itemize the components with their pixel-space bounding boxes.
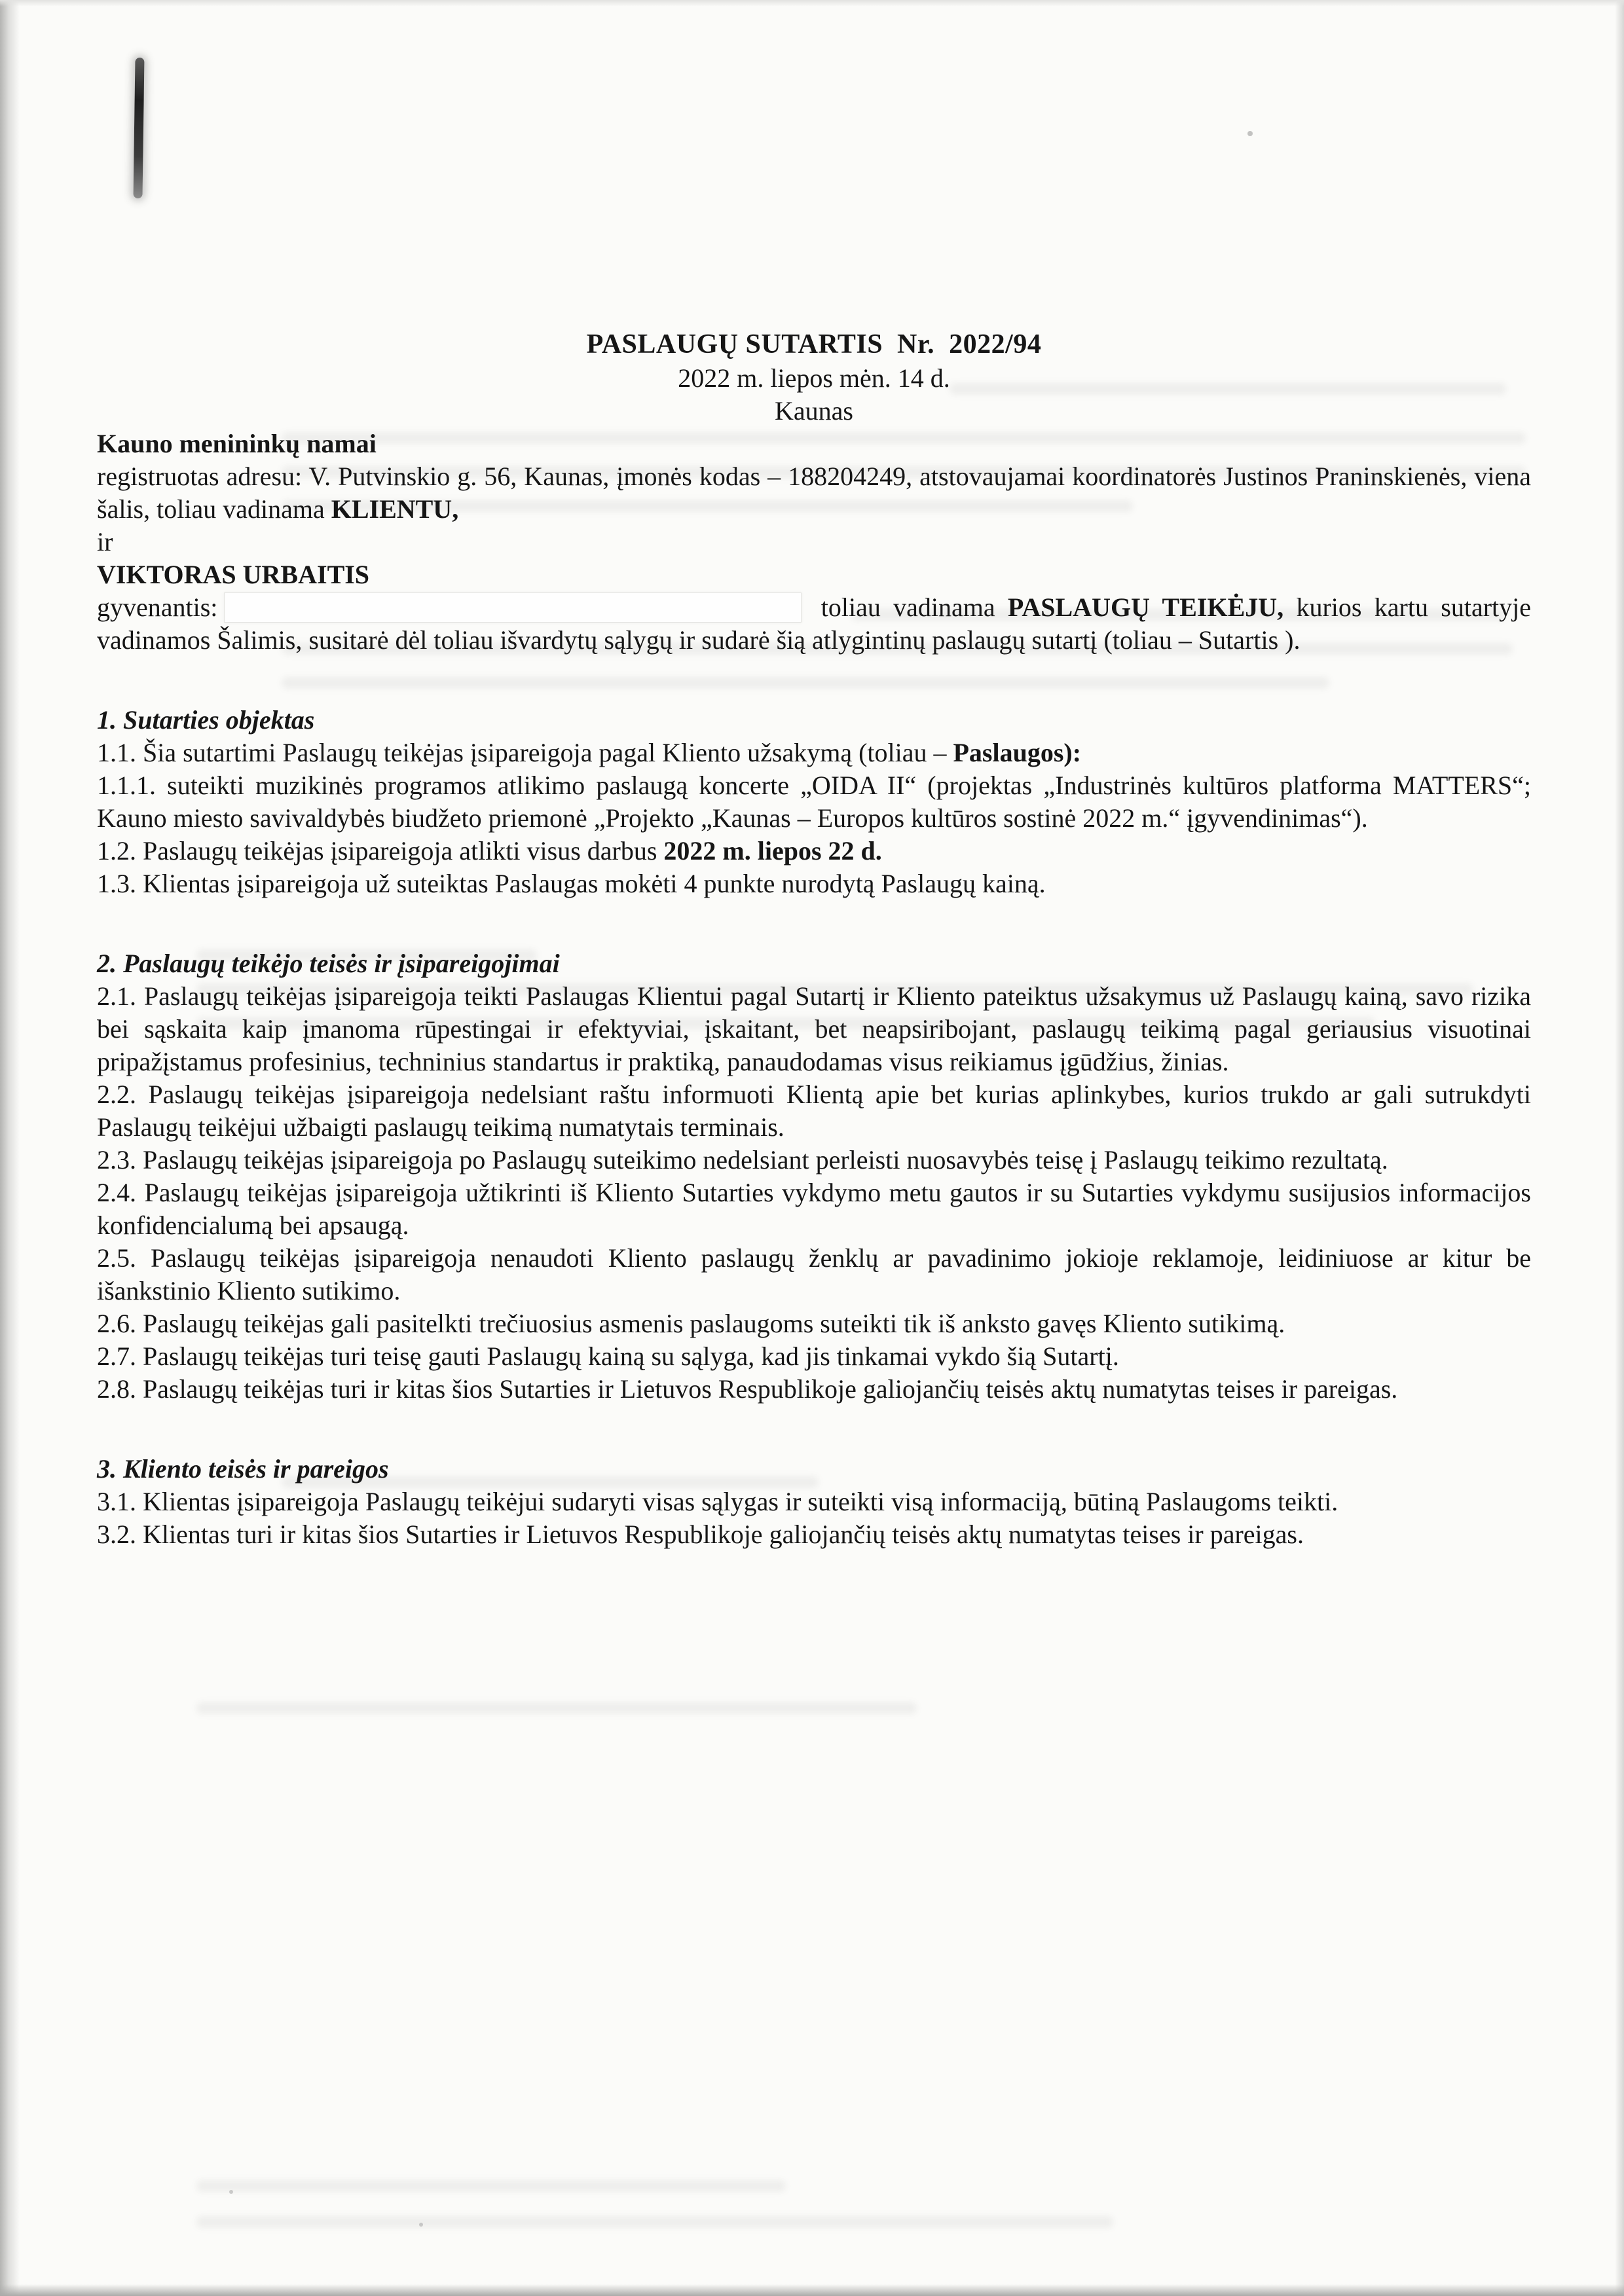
paragraph <box>97 1242 1531 1307</box>
section-heading: 3. Kliento teisės ir pareigos <box>97 1453 389 1484</box>
sections-container <box>97 704 1531 1551</box>
document-title: PASLAUGŲ SUTARTIS Nr. 2022/94 <box>586 329 1042 359</box>
provider-intro-mid: toliau vadinama <box>808 592 1008 622</box>
paragraph <box>97 737 1531 769</box>
bleedthrough-artifact <box>196 2180 786 2192</box>
document-date: 2022 m. liepos mėn. 14 d. <box>678 363 950 393</box>
paragraph <box>97 867 1531 900</box>
paragraph <box>97 980 1531 1078</box>
bleedthrough-artifact <box>196 1702 917 1714</box>
client-name: Kauno menininkų namai <box>97 428 377 458</box>
text-run: 1.2. Paslaugų teikėjas įsipareigoja atlikti visus darbus <box>97 835 664 866</box>
client-role-bold: KLIENTU, <box>331 494 459 524</box>
text-run: 2.8. Paslaugų teikėjas turi ir kitas šios Sutarties ir Lietuvos Respublikoje galiojančių teisės aktų numatytas teises ir pareigas. <box>97 1374 1398 1404</box>
text-run: 2.7. Paslaugų teikėjas turi teisę gauti Paslaugų kainą su sąlyga, kad jis tinkamai vykdo šią Sutartį. <box>97 1341 1119 1371</box>
provider-intro-pre: gyvenantis: <box>97 592 218 622</box>
provider-intro-post: kurios kartu sutartyje vadinamos Šalimis, susitarė dėl toliau išvardytų sąlygų ir sudarė šią atlygintinų paslaugų sutartį (toliau – Sutartis ). <box>97 592 1532 655</box>
document-city: Kaunas <box>775 395 853 426</box>
text-run: 3.2. Klientas turi ir kitas šios Sutarties ir Lietuvos Respublikoje galiojančių teisės aktų numatytas teises ir pareigas. <box>97 1519 1304 1549</box>
text-run: 2.3. Paslaugų teikėjas įsipareigoja po Paslaugų suteikimo nedelsiant perleisti nuosavybės teisę į Paslaugų teikimo rezultatą. <box>97 1144 1388 1175</box>
provider-name: VIKTORAS URBAITIS <box>97 559 370 589</box>
text-run: 3.1. Klientas įsipareigoja Paslaugų teikėjui sudaryti visas sąlygas ir suteikti visą informaciją, būtiną Paslaugoms teikti. <box>97 1486 1338 1516</box>
redacted-address <box>224 592 802 623</box>
client-intro-text: registruotas adresu: V. Putvinskio g. 56, Kaunas, įmonės kodas – 188204249, atstovaujamai koordinatorės Justinos Praninskienės, viena šalis, toliau vadinama <box>97 461 1531 524</box>
text-run: 1.1.1. suteikti muzikinės programos atlikimo paslaugą koncerte „OIDA II“ (projektas „Industrinės kultūros platforma MATTERS“; Kauno miesto savivaldybės biudžeto priemonė „Projekto „Kaunas – Europos kultūros sostinė 2022 m.“ įgyvendinimas“). <box>97 770 1531 833</box>
bleedthrough-artifact <box>196 2216 1113 2228</box>
paragraph <box>97 835 1531 867</box>
scan-speck <box>419 2223 423 2227</box>
bold-text-run: Paslaugos): <box>953 737 1082 767</box>
paragraph <box>97 1373 1531 1406</box>
text-run: 2.6. Paslaugų teikėjas gali pasitelkti trečiuosius asmenis paslaugoms suteikti tik iš anksto gavęs Kliento sutikimą. <box>97 1308 1285 1338</box>
paragraph <box>97 769 1531 835</box>
binding-mark <box>133 58 144 198</box>
text-run: 2.4. Paslaugų teikėjas įsipareigoja užtikrinti iš Kliento Sutarties vykdymo metu gautos ir su Sutarties vykdymu susijusios informacijos konfidencialumą bei apsaugą. <box>97 1177 1531 1240</box>
paragraph <box>97 1144 1531 1176</box>
section-heading: 2. Paslaugų teikėjo teisės ir įsipareigojimai <box>97 948 560 978</box>
bold-text-run: 2022 m. liepos 22 d. <box>663 835 882 866</box>
provider-role-bold: PASLAUGŲ TEIKĖJU, <box>1007 592 1284 622</box>
text-run: 2.1. Paslaugų teikėjas įsipareigoja teikti Paslaugas Klientui pagal Sutartį ir Kliento pateiktus užsakymus už Paslaugų kainą, savo rizika bei sąskaita kaip įmanoma rūpestingai ir efektyviai, įskaitant, bet neapsiribojant, paslaugų teikimą pagal geriausius visuotinai pripažįstamus profesinius, techninius standartus ir praktiką, panaudodamas visus reikiamus įgūdžius, žinias. <box>97 981 1531 1076</box>
paragraph <box>97 1307 1531 1340</box>
scan-speck <box>229 2190 233 2194</box>
scan-speck <box>1247 131 1253 136</box>
paragraph <box>97 1340 1531 1373</box>
scan-edge-right <box>1615 0 1624 2296</box>
text-run: 2.2. Paslaugų teikėjas įsipareigoja nedelsiant raštu informuoti Klientą apie bet kurias aplinkybes, kurios trukdo ar gali sutrukdyti Paslaugų teikėjui užbaigti paslaugų teikimą numatytais terminais. <box>97 1079 1531 1142</box>
conjunction: ir <box>97 526 113 556</box>
scan-edge-bottom <box>0 2284 1624 2296</box>
paragraph <box>97 1078 1531 1144</box>
text-run: 2.5. Paslaugų teikėjas įsipareigoja nenaudoti Kliento paslaugų ženklų ar pavadinimo jokioje reklamoje, leidiniuose ar kitur be išankstinio Kliento sutikimo. <box>97 1243 1531 1305</box>
text-run: 1.3. Klientas įsipareigoja už suteiktas Paslaugas mokėti 4 punkte nurodytą Paslaugų kainą. <box>97 868 1046 898</box>
paragraph <box>97 1485 1531 1518</box>
scan-edge-top <box>0 0 1624 7</box>
document-content <box>97 327 1531 1551</box>
scan-edge-left <box>0 0 20 2296</box>
provider-intro-paragraph <box>97 591 1531 657</box>
paragraph <box>97 1176 1531 1242</box>
client-intro-paragraph <box>97 460 1531 526</box>
text-run: 1.1. Šia sutartimi Paslaugų teikėjas įsipareigoja pagal Kliento užsakymą (toliau – <box>97 737 953 767</box>
section-heading: 1. Sutarties objektas <box>97 704 315 735</box>
paragraph <box>97 1518 1531 1551</box>
